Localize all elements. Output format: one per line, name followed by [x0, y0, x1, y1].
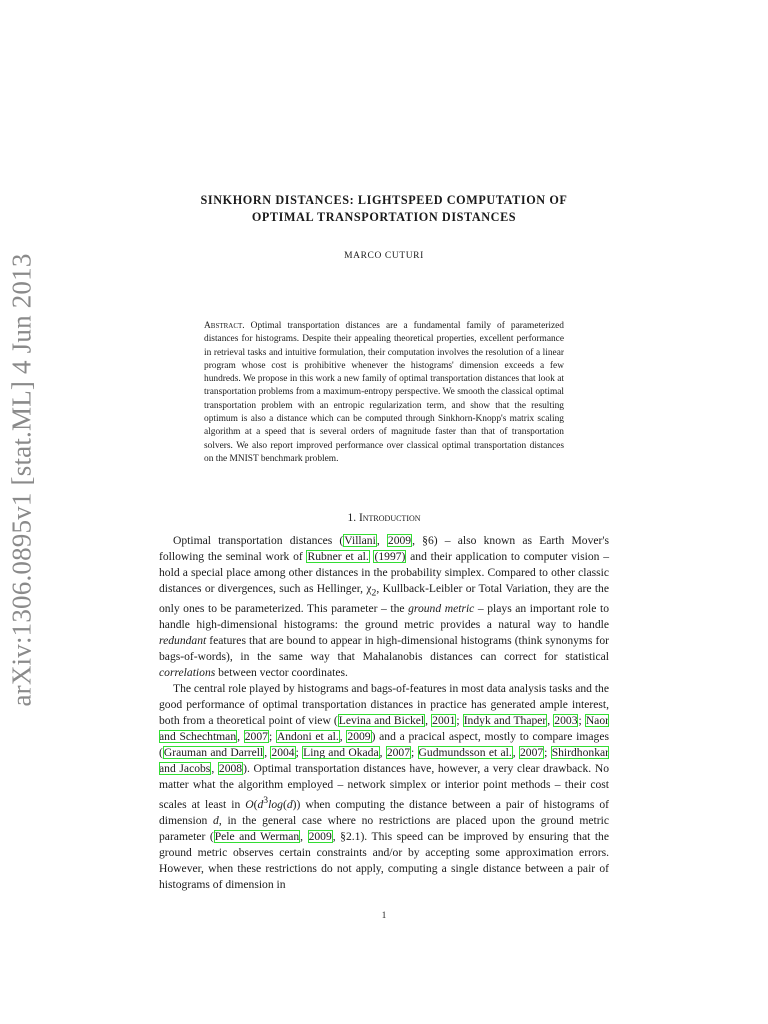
text-run: when computing the distance between a pair of histograms of dimension — [159, 798, 609, 828]
text-run: , — [379, 746, 386, 760]
arxiv-side-stamp — [2, 253, 42, 707]
citation-link[interactable]: 2009 — [308, 830, 332, 844]
citation-link[interactable]: 2007 — [519, 746, 544, 760]
citation-link[interactable]: Gudmundsson et al. — [418, 746, 512, 760]
math: ( — [282, 798, 287, 812]
paper-title-line-2: OPTIMAL TRANSPORTATION DISTANCES — [251, 210, 517, 224]
citation-link[interactable]: Naor and Schechtman — [159, 714, 609, 744]
text-run: , — [339, 730, 347, 744]
paper-author: MARCO CUTURI — [344, 251, 424, 261]
citation-link[interactable]: 2004 — [271, 746, 295, 760]
citation-link[interactable]: Pele and Werman — [214, 830, 300, 844]
text-run: , — [211, 762, 218, 776]
text-run: , §6) – also known as Earth Mover's following the seminal work of — [159, 534, 609, 563]
citation-link[interactable]: (1997) — [374, 550, 406, 563]
citation-link[interactable]: 2008 — [218, 762, 243, 776]
text-run: , — [512, 746, 519, 760]
text-run: – plays an important role to handle high-dimensional histograms: the ground metric provides a natural way to handle — [159, 602, 609, 632]
text-run: , — [237, 730, 244, 744]
citation-link[interactable]: 2009 — [347, 730, 371, 744]
text-run: , — [547, 714, 554, 728]
text-run: , Kullback-Leibler or Total Variation, they are the only ones to be parameterized. This parameter – the — [159, 582, 610, 616]
text-run: ). Optimal transportation distances have, however, a very clear drawback. No matter what the algorithm employed – network simplex or interior point methods – their cost scales at least in — [159, 762, 609, 812]
math: log — [268, 798, 283, 812]
paper-title — [120, 192, 648, 226]
text-run: features that are bound to appear in high-dimensional histograms (think synonyms for bags-of-words), in the same way that Mahalanobis distances can correct for statistical — [159, 634, 609, 664]
citation-link[interactable]: Andoni et al. — [276, 730, 339, 744]
text-run: , — [376, 534, 387, 547]
section-heading — [0, 512, 768, 524]
paragraph-1 — [159, 533, 609, 681]
text-run: and their application to computer vision – hold a special place among other distances in the probability simplex. Compared to other classic distances or divergences, such as Hellinger, χ — [159, 550, 610, 595]
math: d — [286, 798, 293, 812]
math: O — [245, 798, 254, 812]
abstract-text: Optimal transportation distances are a fundamental family of parameterized distances for histograms. Despite their appealing theoretical properties, excellent performance in retrieval tasks and intuitive formulation, their computation involves the resolution of a linear program whose cost is prohibitive whenever the histograms' dimension exceeds a few hundreds. We propose in this work a new family of optimal transportation distances that look at transportation problems from a maximum-entropy perspective. We smooth the classical optimal transportation problem with an entropic regularization term, and show that the resulting optimum is also a distance which can be computed through Sinkhorn-Knopp's matrix scaling algorithm at a speed that is several orders of magnitude faster than that of transportation solvers. We also report improved performance over classical optimal transportation distances on the MNIST benchmark problem. — [204, 321, 564, 464]
text-run: between vector coordinates. — [215, 666, 348, 680]
section-number: 1. — [347, 512, 357, 524]
text-run: ; — [268, 730, 276, 744]
abstract-label: Abstract. — [204, 321, 245, 331]
subscript: 2 — [371, 587, 377, 599]
text-run: , — [300, 830, 308, 844]
citation-link[interactable]: Ling and Okada — [303, 746, 379, 760]
body-text — [159, 533, 609, 893]
math: d — [213, 814, 219, 828]
emphasis: ground metric — [408, 602, 475, 616]
citation-link[interactable]: 2007 — [386, 746, 410, 760]
citation-link[interactable]: 2003 — [554, 714, 578, 728]
citation-link[interactable]: 2009 — [387, 534, 412, 547]
citation-link[interactable]: Indyk and Thaper — [463, 714, 547, 728]
math: )) — [292, 798, 301, 812]
citation-link[interactable]: Grauman and Darrell — [163, 746, 264, 760]
section-title: Introduction — [358, 512, 421, 524]
abstract — [204, 320, 564, 466]
text-run: ; — [578, 714, 585, 728]
emphasis: redundant — [159, 634, 207, 648]
citation-link[interactable]: Villani — [344, 534, 376, 547]
text-run: , — [264, 746, 271, 760]
text-run: Optimal transportation distances ( — [173, 534, 344, 547]
text-run: , in the general case where no restrictions are placed upon the ground metric parameter ( — [159, 814, 609, 844]
text-run: ; — [456, 714, 463, 728]
citation-link[interactable]: 2001 — [432, 714, 456, 728]
text-run: The central role played by histograms and bags-of-features in most data analysis tasks and the good performance of optimal transportation distances in practice has generated ample interest, both from a theoretical point of view ( — [159, 682, 609, 728]
text-run: ; — [411, 746, 418, 760]
citation-link[interactable]: Rubner et al. — [307, 550, 369, 563]
citation-link[interactable]: Levina and Bickel — [338, 714, 425, 728]
paper-title-line-1: SINKHORN DISTANCES: LIGHTSPEED COMPUTATION OF — [200, 193, 568, 207]
citation-link[interactable]: Shirdhonkar and Jacobs — [159, 746, 610, 776]
text-run: ) and a pracical aspect, mostly to compare images ( — [159, 730, 609, 760]
page-number: 1 — [381, 910, 387, 920]
citation-link[interactable]: 2007 — [244, 730, 268, 744]
text-run: ; — [544, 746, 551, 760]
text-run: , §2.1). This speed can be improved by ensuring that the ground metric observes certain constraints and/or by accepting some approximation errors. However, when these restrictions do not apply, computing a single distance between a pair of histograms of dimension in — [159, 830, 610, 892]
emphasis: correlations — [159, 666, 216, 680]
paragraph-2 — [159, 681, 609, 893]
math: d — [257, 798, 264, 812]
arxiv-identifier: arXiv:1306.0895v1 [stat.ML] 4 Jun 2013 — [6, 253, 37, 707]
text-run: , — [425, 714, 432, 728]
math: ( — [253, 798, 258, 812]
superscript: 3 — [263, 795, 269, 807]
text-run: ; — [295, 746, 303, 760]
